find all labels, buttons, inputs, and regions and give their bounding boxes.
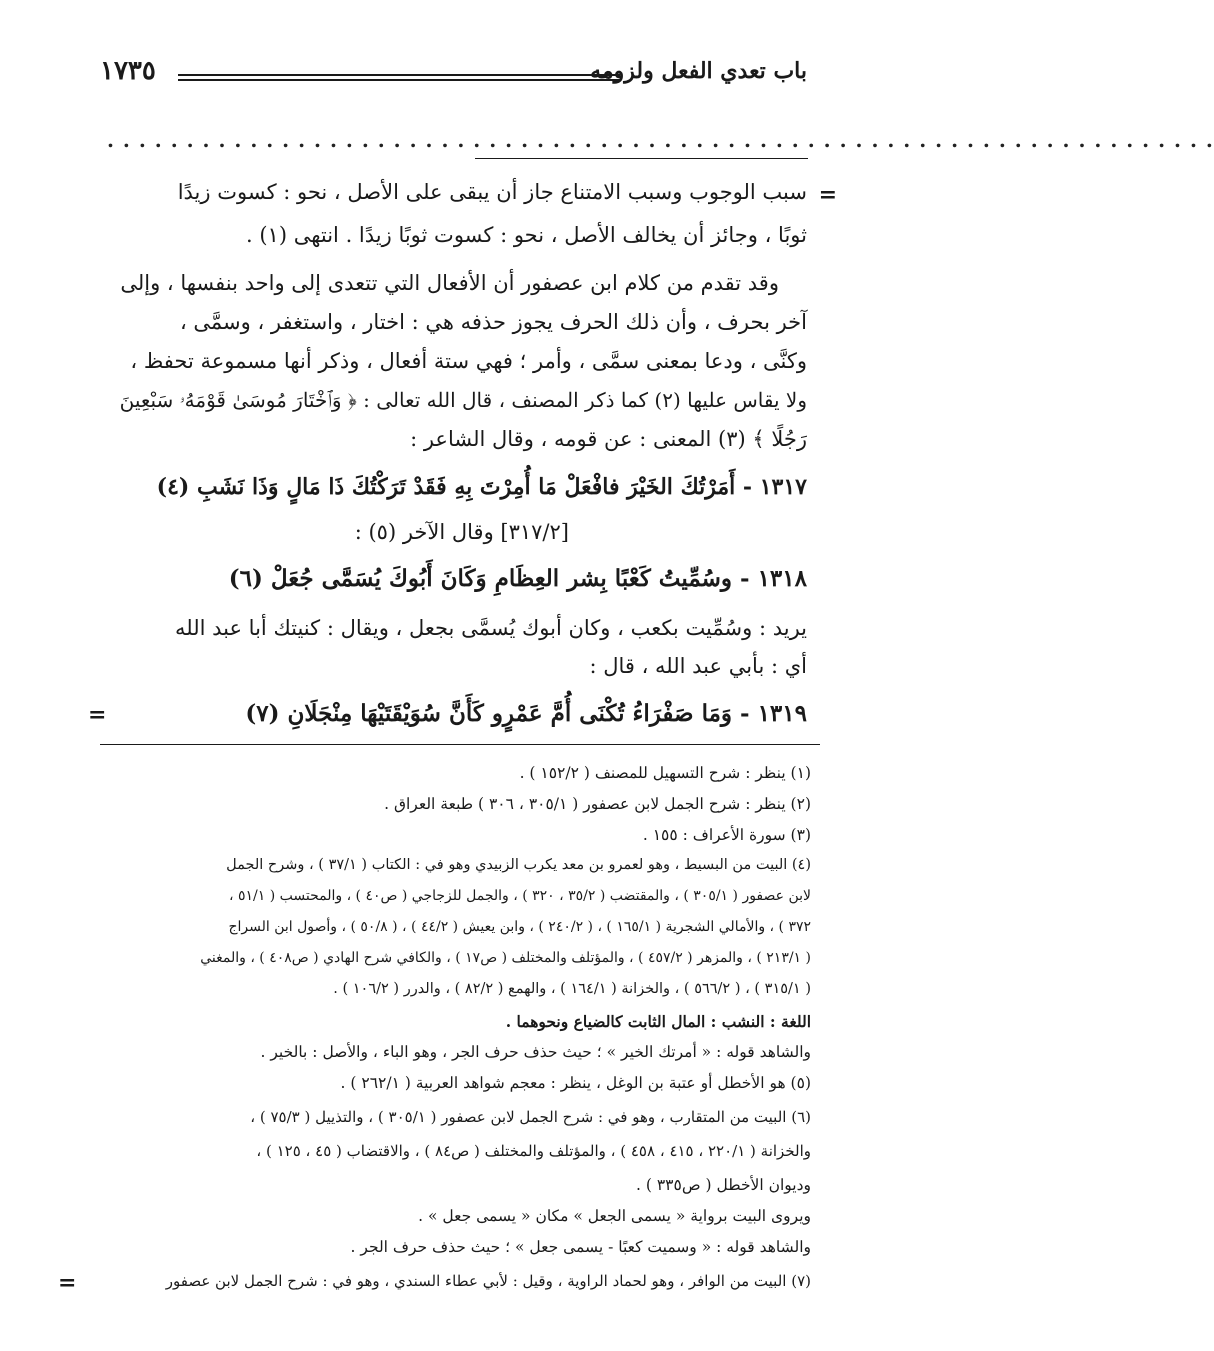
continuation-mark-footnote: =: [58, 1270, 77, 1296]
footnote-4-lexicon: اللغة : النشب : المال الثابت كالضياع ونحوهما .: [505, 1012, 811, 1031]
verse-1319: ١٣١٩ - وَمَا صَفْرَاءُ تُكْنَى أُمَّ عَمْرٍو كَأَنَّ سُوَيْقَتَيْهَا مِنْجَلَانِ (٧): [245, 700, 807, 727]
after-verse-1317: [٣١٧/٢] وقال الآخر (٥) :: [354, 520, 569, 544]
footnote-7: (٧) البيت من الوافر ، وهو لحماد الراوية ، وقيل : لأبي عطاء السندي ، وهو في : شرح الجمل لابن عصفور: [165, 1272, 811, 1290]
footnote-4-line-5: ( ٣١٥/١ ) ، ( ٥٦٦/٢ ) ، والخزانة ( ١٦٤/١ ) ، والهمع ( ٨٢/٢ ) ، والدرر ( ١٠٦/٢ ) .: [333, 981, 811, 997]
body-line-1: سبب الوجوب وسبب الامتناع جاز أن يبقى على الأصل ، نحو : كسوت زيدًا: [177, 180, 807, 204]
footnote-2: (٢) ينظر : شرح الجمل لابن عصفور ( ٣٠٥/١ ، ٣٠٦ ) طبعة العراق .: [384, 795, 811, 813]
footnote-6-line-2: والخزانة ( ٢٢٠/١ ، ٤١٥ ، ٤٥٨ ) ، والمؤتلف والمختلف ( ص٨٤ ) ، والاقتضاب ( ٤٥ ، ١٢٥ ) ،: [256, 1142, 811, 1160]
body-line-4: آخر بحرف ، وأن ذلك الحرف يجوز حذفه هي : اختار ، واستغفر ، وسمَّى ،: [179, 310, 807, 334]
footnote-1: (١) ينظر : شرح التسهيل للمصنف ( ١٥٢/٢ ) .: [519, 764, 811, 782]
short-rule: [475, 158, 808, 159]
footnote-4-line-4: ( ٢١٣/١ ) ، والمزهر ( ٤٥٧/٢ ) ، والمؤتلف والمختلف ( ص١٧ ) ، والكافي شرح الهادي ( ص٤٠٨ ) ، والمغني: [200, 950, 811, 966]
verse-1318: ١٣١٨ - وسُمِّيتُ كَعْبًا بِشر العِظَامِ وَكَانَ أَبُوكَ يُسَمَّى جُعَلْ (٦): [228, 565, 807, 592]
page-header-title: باب تعدي الفعل ولزومه: [590, 58, 807, 84]
verse-1317: ١٣١٧ - أَمَرْتُكَ الخَيْرَ فافْعَلْ مَا أُمِرْتَ بِهِ فَقَدْ تَرَكْتُكَ ذَا مَالٍ وَذَا نَشَبِ (٤): [156, 474, 807, 500]
footnote-4-line-3: ٣٧٢ ) ، والأمالي الشجرية ( ١٦٥/١ ) ، ( ٢٤٠/٢ ) ، وابن يعيش ( ٤٤/٢ ) ، ( ٥٠/٨ ) ، وأصول ابن السراج: [228, 919, 811, 935]
footnote-6-line-3: وديوان الأخطل ( ص٣٣٥ ) .: [636, 1176, 811, 1194]
after-verse-1318-line-2: أي : بأبي عبد الله ، قال :: [589, 654, 807, 678]
dotted-separator: . . . . . . . . . . . . . . . . . . . . . . . . . . . . . . . . . . . . . . . . . . . . . . . . . . . . . . . . . . . . . . . . . . . . . .: [107, 128, 1214, 152]
body-line-5: وكنَّى ، ودعا بمعنى سمَّى ، وأمر ؛ فهي ستة أفعال ، وذكر أنها مسموعة تحفظ ،: [130, 349, 807, 373]
continuation-mark: =: [818, 182, 837, 208]
footnote-6-variant: ويروى البيت برواية « يسمى الجعل » مكان « يسمى جعل » .: [418, 1207, 811, 1225]
footnote-4-line-1: (٤) البيت من البسيط ، وهو لعمرو بن معد يكرب الزبيدي وهو في : الكتاب ( ٣٧/١ ) ، وشرح الجمل: [226, 857, 811, 873]
continuation-mark-verse: =: [88, 702, 107, 728]
footnote-separator: [100, 744, 820, 745]
header-double-rule: [178, 74, 620, 81]
body-line-6: ولا يقاس عليها (٢) كما ذكر المصنف ، قال الله تعالى : ﴿ وَٱخْتَارَ مُوسَىٰ قَوْمَهُۥ سَبْعِينَ: [119, 388, 807, 412]
footnote-3: (٣) سورة الأعراف : ١٥٥ .: [642, 826, 811, 844]
footnote-4-evidence: والشاهد قوله : « أمرتك الخير » ؛ حيث حذف حرف الجر ، وهو الباء ، والأصل : بالخير .: [260, 1043, 811, 1061]
body-line-2: ثوبًا ، وجائز أن يخالف الأصل ، نحو : كسوت ثوبًا زيدًا . انتهى (١) .: [246, 223, 807, 247]
after-verse-1318-line-1: يريد : وسُمِّيت بكعب ، وكان أبوك يُسمَّى بجعل ، ويقال : كنيتك أبا عبد الله: [175, 616, 807, 640]
footnote-6-evidence: والشاهد قوله : « وسميت كعبًا - يسمى جعل » ؛ حيث حذف حرف الجر .: [350, 1238, 811, 1256]
footnote-6-line-1: (٦) البيت من المتقارب ، وهو في : شرح الجمل لابن عصفور ( ٣٠٥/١ ) ، والتذييل ( ٧٥/٣ ) ،: [250, 1108, 811, 1126]
body-line-3: وقد تقدم من كلام ابن عصفور أن الأفعال التي تتعدى إلى واحد بنفسها ، وإلى: [120, 271, 779, 295]
footnote-5: (٥) هو الأخطل أو عتبة بن الوغل ، ينظر : معجم شواهد العربية ( ٢٦٢/١ ) .: [340, 1074, 811, 1092]
footnote-4-line-2: لابن عصفور ( ٣٠٥/١ ) ، والمقتضب ( ٣٥/٢ ، ٣٢٠ ) ، والجمل للزجاجي ( ص٤٠ ) ، والمحتسب ( ٥١/١ ،: [229, 888, 811, 904]
page-number: ١٧٣٥: [100, 56, 156, 86]
body-line-7: رَجُلًا ﴾ (٣) المعنى : عن قومه ، وقال الشاعر :: [410, 427, 807, 451]
